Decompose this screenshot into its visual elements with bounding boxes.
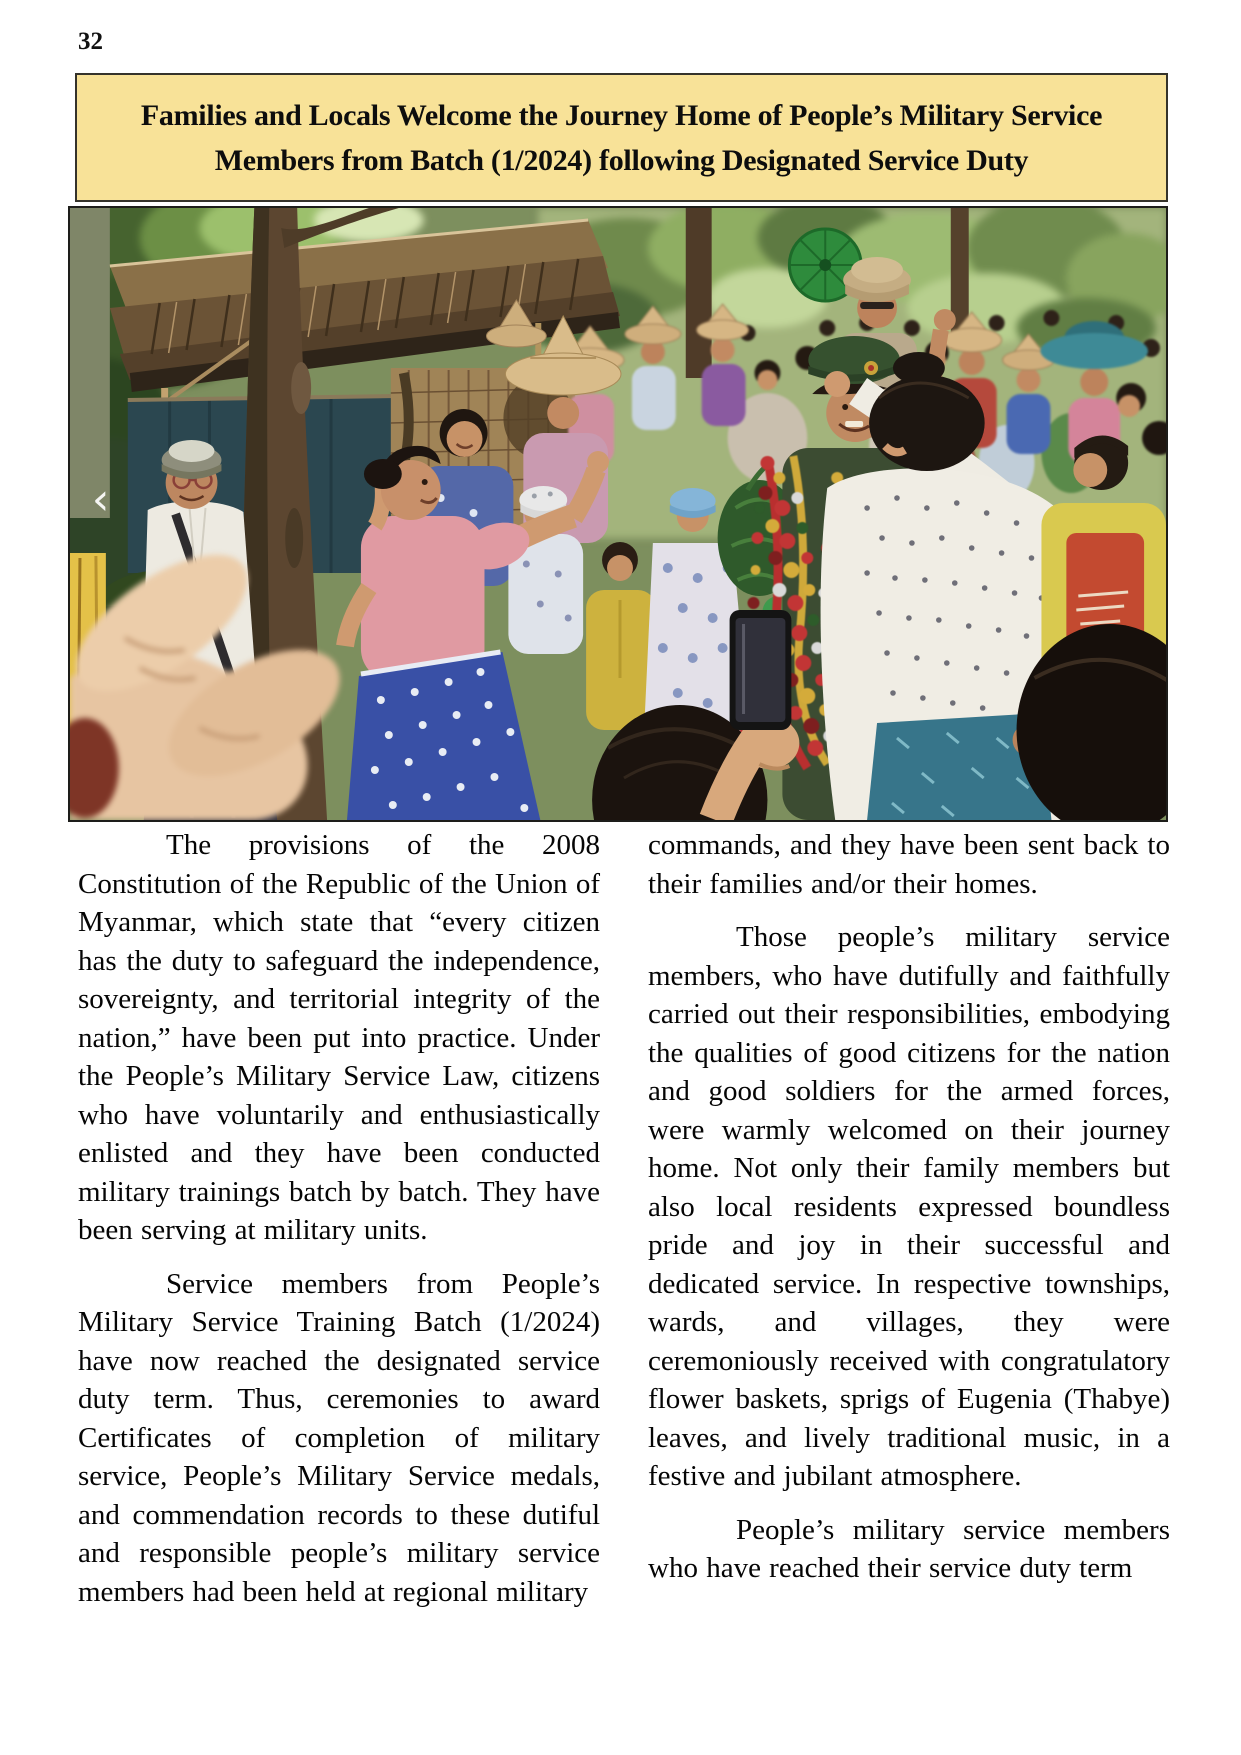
page-number: 32	[78, 28, 103, 55]
hair-bun	[364, 459, 402, 489]
sunglasses	[860, 302, 894, 309]
article-column-right	[648, 826, 1170, 1588]
paragraph: commands, and they have been sent back to their families and/or their homes.	[648, 829, 1170, 900]
photo-illustration	[70, 208, 1166, 820]
background-tree-trunk	[686, 208, 712, 378]
article-title-banner	[75, 73, 1168, 202]
title-line-1: Families and Locals Welcome the Journey Home of People’s Military Service	[140, 98, 1103, 132]
woman-hand	[824, 371, 850, 397]
woman-hair	[869, 375, 985, 471]
video-back-chevron-icon: ‹	[91, 473, 110, 526]
welcome-ceremony-photo	[68, 206, 1168, 822]
article-column-left	[78, 826, 600, 1611]
paragraph: Service members from People’s Military Service Training Batch (1/2024) have now reached the designated service duty term. Thus, ceremonies to award Certificates of completion of military service, People’s Military Service medals, and commendation records to these dutiful and responsible people’s military service members had been held at regional military	[78, 1267, 600, 1608]
title-line-2: Members from Batch (1/2024) following Designated Service Duty	[214, 143, 1029, 177]
pale-tree-trunk	[70, 208, 110, 518]
paragraph: Those people’s military service members, who have dutifully and faithfully carried out their responsibilities, embodying the qualities of good citizens for the nation and good soldiers for the armed forces, were warmly welcomed on their journey home. Not only their family members but also local residents expressed boundless pride and joy in their successful and dedicated service. In respective townships, wards, and villages, they were ceremoniously received with congratulatory flower baskets, sprigs of Eugenia (Thabye) leaves, and lively traditional music, in a festive and jubilant atmosphere.	[648, 921, 1170, 1492]
paragraph: People’s military service members who have reached their service duty term	[648, 1513, 1170, 1584]
paragraph: The provisions of the 2008 Constitution of the Republic of the Union of Myanmar, which state that “every citizen has the duty to safeguard the independence, sovereignty, and territorial integrity of the nation,” have been put into practice. Under the People’s Military Service Law, citizens who have voluntarily and enthusiastically enlisted and they have been conducted military trainings batch by batch. They have been serving at military units.	[78, 829, 600, 1246]
hair-bun	[893, 352, 945, 384]
